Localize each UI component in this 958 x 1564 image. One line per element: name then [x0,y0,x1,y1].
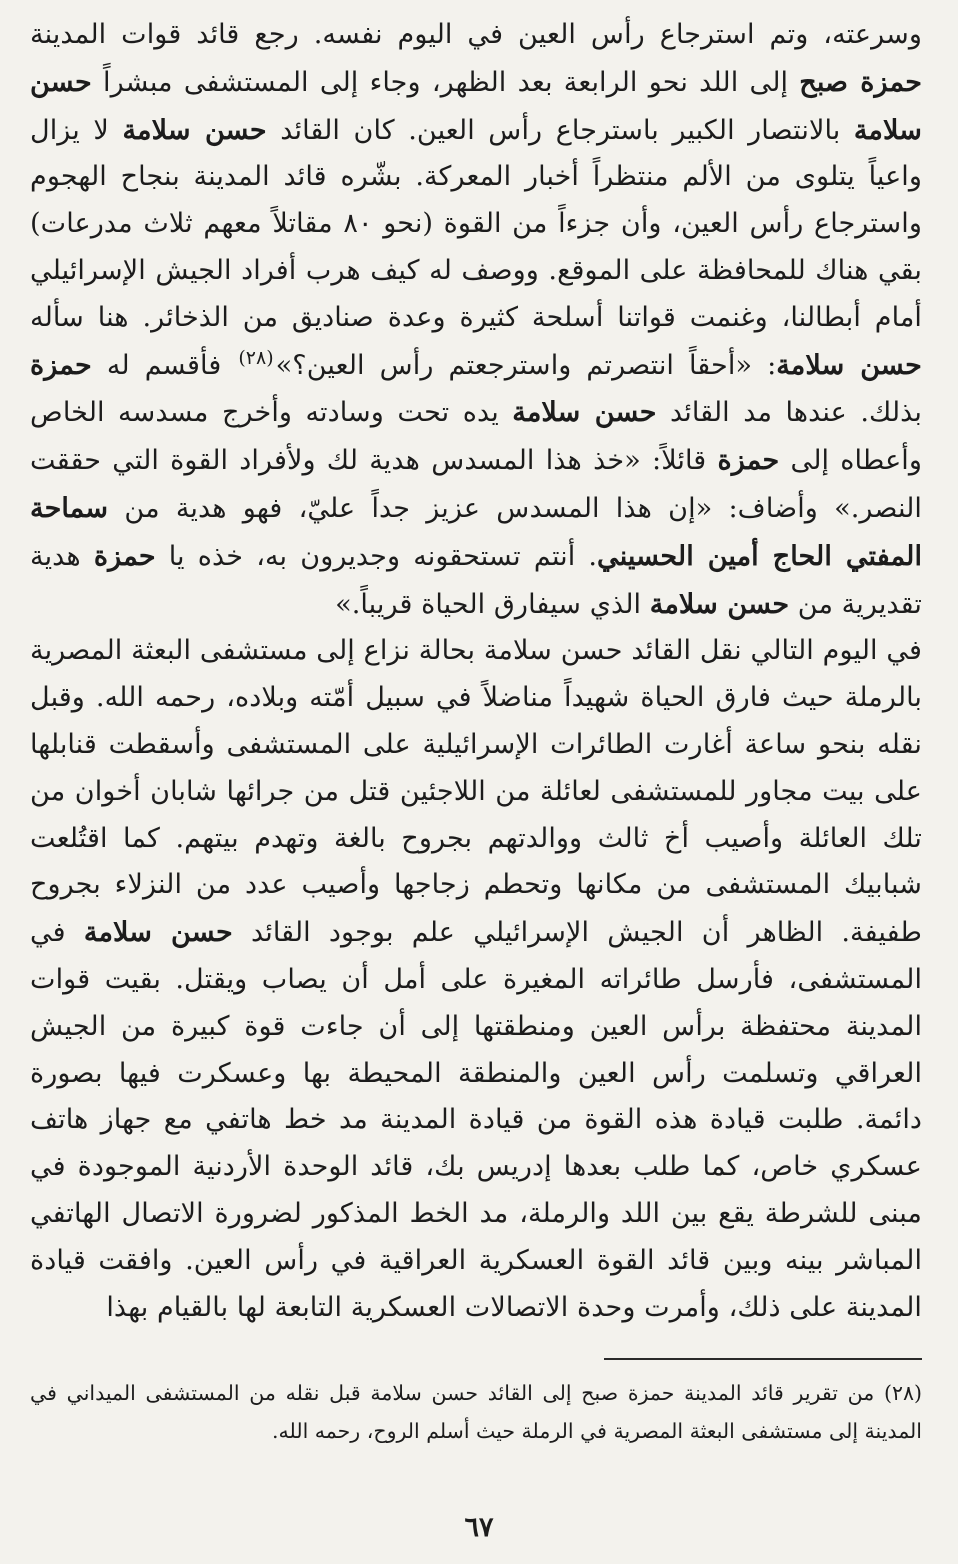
text-run: : «أحقاً انتصرتم واسترجعتم رأس العين؟» [275,349,777,381]
text-run: لا يزال واعياً يتلوى من الألم منتظراً أخبار المعركة. بشّره قائد المدينة بنجاح الهجوم واسترجاع رأس العين، وأن جزءاً من القوة (نحو ٨٠ مقاتلاً معهم ثلاث مدرعات) بقي هناك للمحافظة على الموقع. ووصف له كيف هرب أفراد الجيش الإسرائيلي أمام أبطالنا، وغنمت قواتنا أسلحة كثيرة وعدة صناديق من الذخائر. هنا سأله [30,114,922,333]
bold-name: حسن سلامة [122,113,267,146]
text-run: في اليوم التالي نقل القائد حسن سلامة بحالة نزاع إلى مستشفى البعثة المصرية بالرملة حيث فارق الحياة شهيداً مناضلاً في سبيل أمّته وبلاده، رحمه الله. وقبل نقله بنحو ساعة أغارت الطائرات الإسرائيلية على المستشفى وأسقطت قنابلها على بيت مجاور للمستشفى لعائلة من اللاجئين قتل من جرائها شابان أخوان من تلك العائلة وأصيب أخ ثالث ووالدتهم بجروح بالغة وتهدم بيتهم. كما اقتُلعت شبابيك المستشفى من مكانها وتحطم زجاجها وأصيب عدد من النزلاء بجروح طفيفة. الظاهر أن الجيش الإسرائيلي علم بوجود القائد [30,635,922,949]
bold-name: حسن سلامة [649,587,790,620]
footnote-28: (٢٨) من تقرير قائد المدينة حمزة صبح إلى القائد حسن سلامة قبل نقله من المستشفى الميداني في المدينة إلى مستشفى البعثة المصرية في الرملة حيث أسلم الروح، رحمه الله. [30,1381,922,1443]
bold-name: حمزة [30,348,92,381]
bold-name: حسن سلامة [776,348,922,381]
page-number: ٦٧ [464,1512,494,1543]
text-run: في المستشفى، فأرسل طائراته المغيرة على أمل أن يصاب ويقتل. بقيت قوات المدينة محتفظة برأس العين ومنطقتها إلى أن جاءت قوة كبيرة من الجيش العراقي وتسلمت رأس العين والمنطقة المحيطة بها وعسكرت فيها بصورة دائمة. طلبت قيادة هذه القوة من قيادة المدينة مد خط هاتفي مع جهاز هاتف عسكري خاص، كما طلب بعدها إدريس بك، قائد الوحدة الأردنية الموجودة في مبنى للشرطة يقع بين اللد والرملة، مد الخط المذكور لضرورة الاتصال الهاتفي المباشر بينه وبين قائد القوة العسكرية العراقية في رأس العين. وافقت قيادة المدينة على ذلك، وأمرت وحدة الاتصالات العسكرية التابعة لها بالقيام بهذا [30,917,922,1323]
footnote-reference: (٢٨) [238,346,274,369]
text-run: يده تحت وسادته وأخرج مسدسه الخاص وأعطاه إلى [30,397,922,477]
footnote-divider [604,1358,922,1360]
paragraph-1 [30,12,922,628]
text-run: الذي سيفارق الحياة قريباً.» [335,588,650,620]
bold-name: حمزة [93,539,156,572]
paragraph-2 [30,628,922,1331]
text-run: وسرعته، وتم استرجاع رأس العين في اليوم نفسه. رجع قائد قوات المدينة [30,19,922,50]
body-text [30,12,922,1342]
bold-name: حمزة [717,444,780,477]
text-run: قائلاً: «خذ هذا المسدس هدية لك ولأفراد القوة التي حققت النصر.» وأضاف: «إن هذا المسدس عزيز جداً عليّ، فهو هدية من [30,445,922,524]
text-run: هدية تقديرية من [30,540,922,620]
text-run: بالانتصار الكبير باسترجاع رأس العين. كان القائد [266,114,854,146]
text-run: . أنتم تستحقونه وجديرون به، خذه يا [155,540,598,572]
text-run: بذلك. عندها مد القائد [656,397,922,429]
bold-name: حمزة صبح [799,65,922,98]
bold-name: حسن سلامة [512,396,657,429]
bold-name: حسن سلامة [30,65,922,146]
bold-name: سماحة المفتي الحاج أمين الحسيني [30,491,922,572]
text-run: فأقسم له [91,349,237,381]
text-run: إلى اللد نحو الرابعة بعد الظهر، وجاء إلى المستشفى مبشراً [91,66,800,98]
bold-name: حسن سلامة [83,916,233,949]
